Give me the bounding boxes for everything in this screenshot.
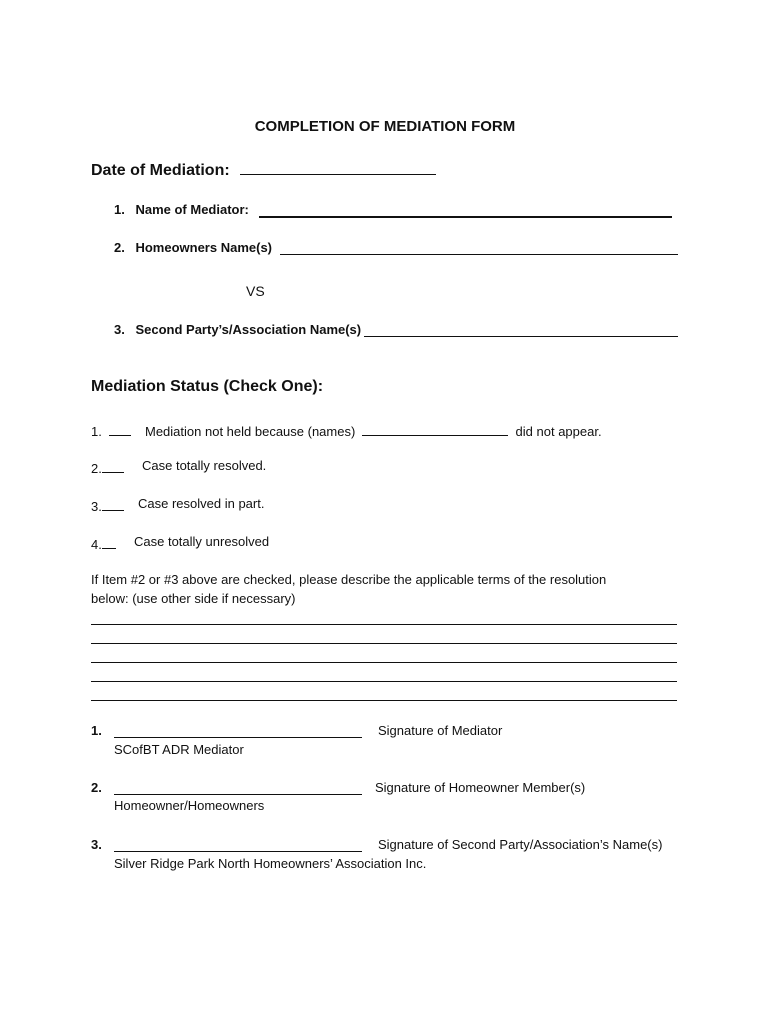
status-item-not-held xyxy=(91,421,131,439)
homeowner-signature-field[interactable] xyxy=(114,780,362,795)
status-check-totally-unresolved[interactable] xyxy=(102,534,116,549)
mediator-name-label: Name of Mediator: xyxy=(135,202,249,217)
status-item-text-after: did not appear. xyxy=(515,424,602,439)
homeowners-name-number: 2. xyxy=(114,240,125,255)
status-item-number: 3. xyxy=(91,499,102,514)
second-party-signature-field[interactable] xyxy=(114,837,362,852)
mediator-signature-sublabel: SCofBT ADR Mediator xyxy=(114,742,244,757)
status-item-number: 1. xyxy=(91,424,102,439)
second-party-name-number: 3. xyxy=(114,322,125,337)
second-party-signature-label: Signature of Second Party/Association’s Name(s) xyxy=(378,837,663,852)
date-of-mediation-label: Date of Mediation: xyxy=(91,162,230,179)
mediation-status-heading: Mediation Status (Check One): xyxy=(91,378,324,395)
status-item-number: 4. xyxy=(91,537,102,552)
mediator-signature-field[interactable] xyxy=(114,723,362,738)
signature-number: 2. xyxy=(91,780,102,795)
status-item-text: Case resolved in part. xyxy=(138,496,265,511)
resolution-line[interactable] xyxy=(91,700,677,701)
status-item-number: 2. xyxy=(91,461,102,476)
second-party-name-row xyxy=(114,322,361,337)
resolution-line[interactable] xyxy=(91,681,677,682)
resolution-prompt-line-1: If Item #2 or #3 above are checked, please describe the applicable terms of the resolution xyxy=(91,572,607,587)
status-check-resolved-in-part[interactable] xyxy=(102,496,124,511)
homeowner-signature-label: Signature of Homeowner Member(s) xyxy=(375,780,586,795)
resolution-line[interactable] xyxy=(91,643,677,644)
date-of-mediation-field[interactable] xyxy=(240,160,436,175)
homeowners-name-label: Homeowners Name(s) xyxy=(135,240,273,255)
status-check-not-held[interactable] xyxy=(109,421,131,436)
mediator-name-number: 1. xyxy=(114,202,125,217)
status-item-resolved-in-part xyxy=(91,496,124,514)
second-party-name-label: Second Party’s/Association Name(s) xyxy=(135,322,362,337)
mediator-name-row xyxy=(114,202,249,217)
second-party-signature-sublabel: Silver Ridge Park North Homeowners’ Association Inc. xyxy=(114,856,427,871)
homeowners-name-field[interactable] xyxy=(280,240,678,255)
status-item-text: Mediation not held because (names) xyxy=(145,424,356,439)
resolution-prompt-line-2: below: (use other side if necessary) xyxy=(91,591,296,606)
resolution-line[interactable] xyxy=(91,662,677,663)
form-title: COMPLETION OF MEDIATION FORM xyxy=(254,118,516,135)
signature-number: 1. xyxy=(91,723,102,738)
homeowners-name-row xyxy=(114,240,272,255)
absent-names-field[interactable] xyxy=(362,421,508,436)
status-item-text: Case totally unresolved xyxy=(134,534,270,549)
mediator-signature-label: Signature of Mediator xyxy=(378,723,503,738)
status-item-totally-unresolved xyxy=(91,534,116,552)
resolution-line[interactable] xyxy=(91,624,677,625)
status-item-totally-resolved xyxy=(91,458,124,476)
status-item-text: Case totally resolved. xyxy=(142,458,267,473)
signature-number: 3. xyxy=(91,837,102,852)
date-of-mediation-row xyxy=(91,160,436,180)
mediator-name-field[interactable] xyxy=(259,202,672,218)
second-party-name-field[interactable] xyxy=(364,322,678,337)
status-item-not-held-text xyxy=(145,421,602,439)
versus-label: VS xyxy=(246,283,265,299)
status-check-totally-resolved[interactable] xyxy=(102,458,124,473)
homeowner-signature-sublabel: Homeowner/Homeowners xyxy=(114,798,265,813)
